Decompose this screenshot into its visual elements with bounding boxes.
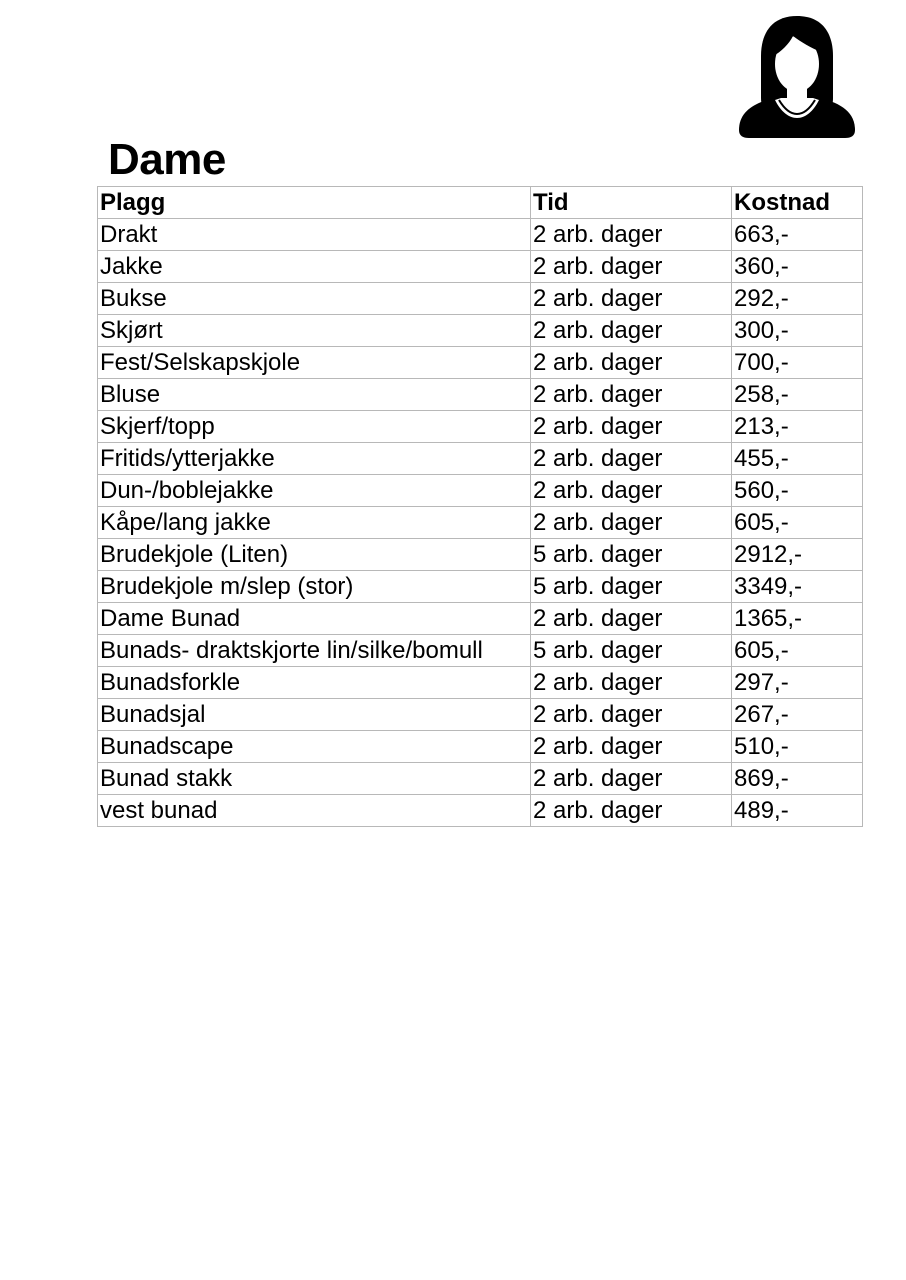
- cell-tid: 2 arb. dager: [531, 731, 732, 763]
- table-row: [98, 539, 863, 571]
- cell-tid: 5 arb. dager: [531, 635, 732, 667]
- cell-tid: 2 arb. dager: [531, 443, 732, 475]
- cell-plagg: Dun-/boblejakke: [98, 475, 531, 507]
- cell-plagg: Fritids/ytterjakke: [98, 443, 531, 475]
- cell-kostnad: 213,-: [732, 411, 863, 443]
- cell-plagg: Skjørt: [98, 315, 531, 347]
- table-row: [98, 411, 863, 443]
- table-row: [98, 379, 863, 411]
- table-row: [98, 731, 863, 763]
- cell-tid: 2 arb. dager: [531, 315, 732, 347]
- cell-tid: 2 arb. dager: [531, 283, 732, 315]
- cell-kostnad: 3349,-: [732, 571, 863, 603]
- table-row: [98, 443, 863, 475]
- cell-plagg: Bluse: [98, 379, 531, 411]
- table-row: [98, 635, 863, 667]
- cell-tid: 2 arb. dager: [531, 347, 732, 379]
- header-kostnad: Kostnad: [732, 187, 863, 219]
- price-table: [97, 186, 863, 827]
- table-row: [98, 667, 863, 699]
- cell-tid: 2 arb. dager: [531, 219, 732, 251]
- cell-plagg: Brudekjole (Liten): [98, 539, 531, 571]
- table-row: [98, 283, 863, 315]
- cell-plagg: Skjerf/topp: [98, 411, 531, 443]
- cell-tid: 5 arb. dager: [531, 539, 732, 571]
- table-row: [98, 251, 863, 283]
- cell-tid: 2 arb. dager: [531, 379, 732, 411]
- cell-tid: 2 arb. dager: [531, 603, 732, 635]
- cell-kostnad: 258,-: [732, 379, 863, 411]
- header-plagg: Plagg: [98, 187, 531, 219]
- table-row: [98, 699, 863, 731]
- cell-kostnad: 663,-: [732, 219, 863, 251]
- cell-tid: 2 arb. dager: [531, 251, 732, 283]
- cell-plagg: Bunadsforkle: [98, 667, 531, 699]
- cell-tid: 2 arb. dager: [531, 411, 732, 443]
- header-tid: Tid: [531, 187, 732, 219]
- table-row: [98, 603, 863, 635]
- cell-kostnad: 489,-: [732, 795, 863, 827]
- cell-plagg: Fest/Selskapskjole: [98, 347, 531, 379]
- cell-tid: 2 arb. dager: [531, 475, 732, 507]
- cell-tid: 5 arb. dager: [531, 571, 732, 603]
- cell-tid: 2 arb. dager: [531, 699, 732, 731]
- page-title: Dame: [108, 135, 226, 184]
- cell-plagg: Dame Bunad: [98, 603, 531, 635]
- table-row: [98, 219, 863, 251]
- cell-kostnad: 292,-: [732, 283, 863, 315]
- cell-kostnad: 455,-: [732, 443, 863, 475]
- cell-kostnad: 2912,-: [732, 539, 863, 571]
- cell-plagg: Drakt: [98, 219, 531, 251]
- cell-kostnad: 605,-: [732, 507, 863, 539]
- cell-kostnad: 560,-: [732, 475, 863, 507]
- cell-plagg: vest bunad: [98, 795, 531, 827]
- table-row: [98, 571, 863, 603]
- cell-kostnad: 510,-: [732, 731, 863, 763]
- table-header-row: [98, 187, 863, 219]
- cell-tid: 2 arb. dager: [531, 667, 732, 699]
- cell-kostnad: 300,-: [732, 315, 863, 347]
- cell-plagg: Bunads- draktskjorte lin/silke/bomull: [98, 635, 531, 667]
- cell-tid: 2 arb. dager: [531, 763, 732, 795]
- cell-kostnad: 360,-: [732, 251, 863, 283]
- cell-plagg: Bunadscape: [98, 731, 531, 763]
- cell-plagg: Bunadsjal: [98, 699, 531, 731]
- cell-kostnad: 297,-: [732, 667, 863, 699]
- table-row: [98, 795, 863, 827]
- table-row: [98, 763, 863, 795]
- woman-avatar-icon: [735, 12, 859, 138]
- table-row: [98, 475, 863, 507]
- cell-plagg: Bunad stakk: [98, 763, 531, 795]
- cell-plagg: Kåpe/lang jakke: [98, 507, 531, 539]
- cell-tid: 2 arb. dager: [531, 795, 732, 827]
- table-row: [98, 507, 863, 539]
- cell-plagg: Bukse: [98, 283, 531, 315]
- cell-kostnad: 267,-: [732, 699, 863, 731]
- cell-kostnad: 1365,-: [732, 603, 863, 635]
- cell-kostnad: 605,-: [732, 635, 863, 667]
- table-row: [98, 315, 863, 347]
- cell-kostnad: 869,-: [732, 763, 863, 795]
- cell-plagg: Jakke: [98, 251, 531, 283]
- cell-kostnad: 700,-: [732, 347, 863, 379]
- table-row: [98, 347, 863, 379]
- cell-tid: 2 arb. dager: [531, 507, 732, 539]
- cell-plagg: Brudekjole m/slep (stor): [98, 571, 531, 603]
